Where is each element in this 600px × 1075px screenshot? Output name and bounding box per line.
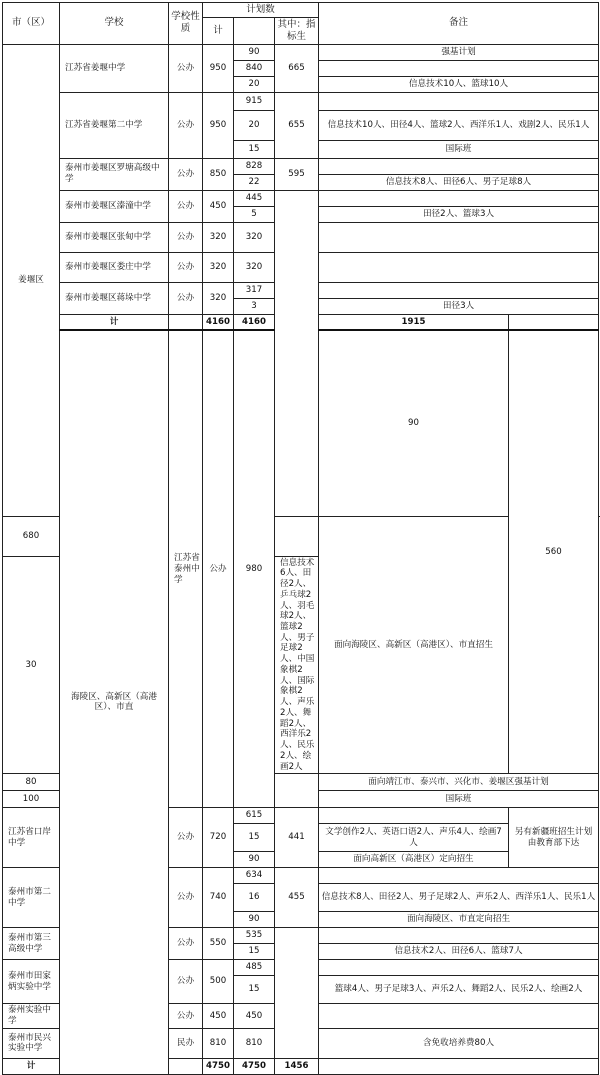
header-plan-sub	[234, 17, 275, 44]
quota-value	[275, 774, 319, 808]
header-quota: 其中：指标生	[275, 17, 319, 44]
school-total: 720	[203, 808, 234, 868]
school-name: 泰州市田家炳实验中学	[3, 960, 60, 1004]
school-type: 公办	[169, 252, 203, 282]
quota-value: 560	[509, 330, 599, 774]
note-cell: 面向高新区（高港区）定向招生	[319, 852, 509, 868]
school-total: 550	[203, 928, 234, 960]
note-cell	[319, 60, 599, 76]
plan-value: 634	[234, 868, 275, 884]
header-city: 市（区）	[3, 3, 60, 45]
note-cell	[319, 868, 599, 884]
note-cell: 文学创作2人、英语口语2人、声乐4人、绘画7人	[319, 824, 509, 852]
plan-value: 80	[3, 774, 60, 791]
plan-value: 90	[234, 912, 275, 928]
enrollment-plan-table	[2, 2, 599, 1075]
plan-value: 535	[234, 928, 275, 944]
subtotal-quota: 1456	[275, 1058, 319, 1074]
header-plan: 计划数	[203, 3, 319, 18]
quota-value: 455	[275, 868, 319, 928]
school-type: 公办	[169, 92, 203, 158]
school-name: 泰州市第二中学	[3, 868, 60, 928]
school-total: 320	[203, 252, 234, 282]
plan-value: 915	[234, 92, 275, 110]
note-cell	[275, 516, 319, 556]
quota-value	[275, 928, 319, 1058]
plan-value: 22	[234, 174, 275, 190]
header-nature: 学校性质	[169, 3, 203, 45]
school-type: 公办	[169, 808, 203, 868]
header-row	[3, 3, 599, 18]
quota-value: 665	[275, 44, 319, 92]
subtotal-total: 4160	[203, 314, 234, 330]
school-total: 740	[203, 868, 234, 928]
note-cell	[319, 928, 599, 944]
note-cell	[319, 222, 599, 252]
note-cell: 信息技术8人、田径6人、男子足球8人	[319, 174, 599, 190]
school-type: 公办	[203, 330, 234, 808]
school-name: 泰州市姜堰区张甸中学	[60, 222, 169, 252]
note-cell	[509, 314, 599, 330]
subtotal-plan: 4160	[234, 314, 275, 330]
note-cell: 信息技术2人、田径6人、篮球7人	[319, 944, 599, 960]
school-name: 江苏省口岸中学	[3, 808, 60, 868]
note-cell: 田径3人	[319, 298, 599, 314]
subtotal-label: 计	[60, 314, 169, 330]
district-cell: 姜堰区	[3, 44, 60, 516]
note-cell	[319, 960, 599, 976]
header-total: 计	[203, 17, 234, 44]
note-cell	[319, 808, 509, 824]
table-row	[3, 44, 599, 60]
plan-value: 100	[3, 791, 60, 808]
plan-value: 615	[234, 808, 275, 824]
school-name: 泰州实验中学	[3, 1004, 60, 1028]
school-name: 泰州市第三高级中学	[3, 928, 60, 960]
plan-value: 16	[234, 884, 275, 912]
quota-value: 655	[275, 92, 319, 158]
note-cell: 篮球4人、男子足球3人、声乐2人、舞蹈2人、民乐2人、绘画2人	[319, 976, 599, 1004]
note-side: 面向海陵区、高新区（高港区）、市直招生	[319, 516, 509, 774]
note-cell	[319, 252, 599, 282]
note-cell	[319, 92, 599, 110]
plan-value: 485	[234, 960, 275, 976]
plan-value: 445	[234, 190, 275, 206]
note-cell: 面向靖江市、泰兴市、兴化市、姜堰区强基计划	[319, 774, 599, 791]
school-type: 公办	[169, 960, 203, 1004]
school-total: 320	[203, 222, 234, 252]
school-total: 810	[203, 1028, 234, 1058]
school-type: 公办	[169, 44, 203, 92]
subtotal-plan: 4750	[234, 1058, 275, 1074]
note-cell: 面向海陵区、市直定向招生	[319, 912, 599, 928]
plan-value: 320	[234, 252, 275, 282]
plan-value: 90	[319, 330, 509, 516]
quota-value: 441	[275, 808, 319, 868]
note-cell	[319, 1004, 599, 1028]
subtotal-quota: 1915	[319, 314, 509, 330]
school-total: 980	[234, 330, 275, 808]
table-row	[3, 190, 599, 206]
school-name: 泰州市姜堰区溱潼中学	[60, 190, 169, 222]
table-row	[3, 158, 599, 174]
school-name: 泰州市民兴实验中学	[3, 1028, 60, 1058]
plan-value: 90	[234, 852, 275, 868]
school-name: 江苏省姜堰中学	[60, 44, 169, 92]
header-school: 学校	[60, 3, 169, 45]
plan-value: 840	[234, 60, 275, 76]
note-cell: 田径2人、篮球3人	[319, 206, 599, 222]
quota-value: 595	[275, 158, 319, 190]
quota-value	[275, 190, 319, 516]
district-cell: 海陵区、高新区（高港区）、市直	[60, 330, 169, 1074]
school-type: 公办	[169, 282, 203, 314]
plan-value: 680	[3, 516, 60, 556]
plan-value: 317	[234, 282, 275, 298]
note-cell: 国际班	[319, 140, 599, 158]
school-type: 公办	[169, 1004, 203, 1028]
school-type: 公办	[169, 928, 203, 960]
school-type: 公办	[169, 868, 203, 928]
school-total: 850	[203, 158, 234, 190]
note-cell: 强基计划	[319, 44, 599, 60]
plan-value: 20	[234, 76, 275, 92]
school-type: 民办	[169, 1028, 203, 1058]
note-cell	[319, 190, 599, 206]
header-note: 备注	[319, 3, 599, 45]
subtotal-total: 4750	[203, 1058, 234, 1074]
plan-value: 828	[234, 158, 275, 174]
plan-value: 15	[234, 944, 275, 960]
plan-value: 15	[234, 824, 275, 852]
school-total: 500	[203, 960, 234, 1004]
subtotal-type	[169, 314, 203, 330]
note-cell: 信息技术10人、篮球10人	[319, 76, 599, 92]
school-type: 公办	[169, 158, 203, 190]
plan-value: 15	[234, 140, 275, 158]
school-name: 泰州市姜堰区娄庄中学	[60, 252, 169, 282]
plan-value: 30	[3, 556, 60, 774]
school-total: 950	[203, 92, 234, 158]
school-total: 450	[203, 190, 234, 222]
plan-value: 810	[234, 1028, 275, 1058]
plan-value: 3	[234, 298, 275, 314]
note-cell	[319, 158, 599, 174]
school-name: 江苏省泰州中学	[169, 330, 203, 808]
school-name: 江苏省姜堰第二中学	[60, 92, 169, 158]
school-total: 320	[203, 282, 234, 314]
note-cell: 信息技术6人、田径2人、乒乓球2人、羽毛球2人、篮球2人、男子足球2人、中国象棋2人、国际象棋2人、声乐2人、舞蹈2人、西洋乐2人、民乐2人、绘画2人	[275, 556, 319, 774]
note-cell	[319, 1058, 599, 1074]
note-cell: 国际班	[319, 791, 599, 808]
subtotal-label: 计	[3, 1058, 60, 1074]
note-cell: 信息技术10人、田径4人、篮球2人、西洋乐1人、戏剧2人、民乐1人	[319, 110, 599, 140]
table-row	[3, 92, 599, 110]
note-side: 另有新疆班招生计划由教育部下达	[509, 808, 599, 868]
plan-value: 5	[234, 206, 275, 222]
note-cell: 信息技术8人、田径2人、男子足球2人、声乐2人、西洋乐1人、民乐1人	[319, 884, 599, 912]
note-cell: 含免收培养费80人	[319, 1028, 599, 1058]
school-total: 950	[203, 44, 234, 92]
subtotal-type	[169, 1058, 203, 1074]
plan-value: 320	[234, 222, 275, 252]
school-type: 公办	[169, 190, 203, 222]
note-cell	[319, 282, 599, 298]
school-type: 公办	[169, 222, 203, 252]
plan-value: 15	[234, 976, 275, 1004]
school-total: 450	[203, 1004, 234, 1028]
plan-value: 90	[234, 44, 275, 60]
plan-value: 450	[234, 1004, 275, 1028]
school-name: 泰州市姜堰区蒋垛中学	[60, 282, 169, 314]
school-name: 泰州市姜堰区罗塘高级中学	[60, 158, 169, 190]
plan-value: 20	[234, 110, 275, 140]
